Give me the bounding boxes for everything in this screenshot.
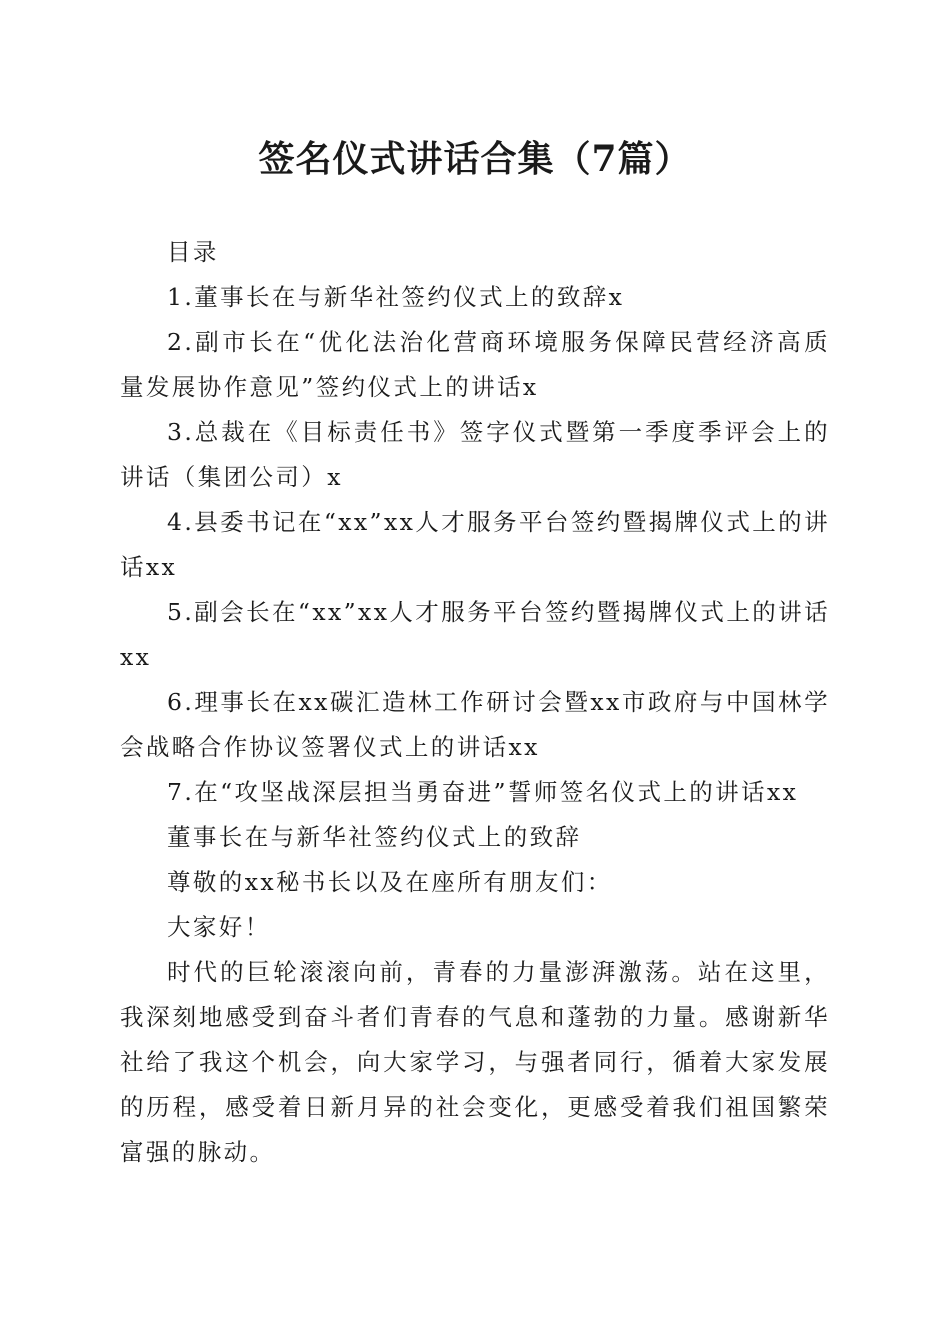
document-title: 签名仪式讲话合集（7篇）: [258, 138, 692, 180]
body-paragraph: 时代的巨轮滚滚向前，青春的力量澎湃激荡。站在这里，我深刻地感受到奋斗者们青春的气息和蓬勃的力量。感谢新华社给了我这个机会，向大家学习，与强者同行，循着大家发展的历程，感受着日新月异的社会变化，更感受着我们祖国繁荣富强的脉动。: [120, 958, 830, 1166]
toc-item-4: 4.县委书记在“xx”xx人才服务平台签约暨揭牌仪式上的讲话xx: [120, 508, 830, 581]
section-title: 董事长在与新华社签约仪式上的致辞: [167, 823, 582, 851]
toc-item-2: 2.副市长在“优化法治化营商环境服务保障民营经济高质量发展协作意见”签约仪式上的讲话x: [120, 328, 830, 401]
greeting: 大家好！: [167, 913, 271, 941]
toc-item-5: 5.副会长在“xx”xx人才服务平台签约暨揭牌仪式上的讲话xx: [120, 598, 830, 671]
document-body: [120, 230, 830, 1175]
toc-heading: 目录: [167, 238, 219, 266]
salutation: 尊敬的xx秘书长以及在座所有朋友们：: [167, 868, 613, 896]
toc-item-7: 7.在“攻坚战深层担当勇奋进”誓师签名仪式上的讲话xx: [167, 778, 799, 806]
toc-item-6: 6.理事长在xx碳汇造林工作研讨会暨xx市政府与中国林学会战略合作协议签署仪式上的讲话xx: [120, 688, 830, 761]
toc-item-1: 1.董事长在与新华社签约仪式上的致辞x: [167, 283, 625, 311]
toc-item-3: 3.总裁在《目标责任书》签字仪式暨第一季度季评会上的讲话（集团公司）x: [120, 418, 830, 491]
